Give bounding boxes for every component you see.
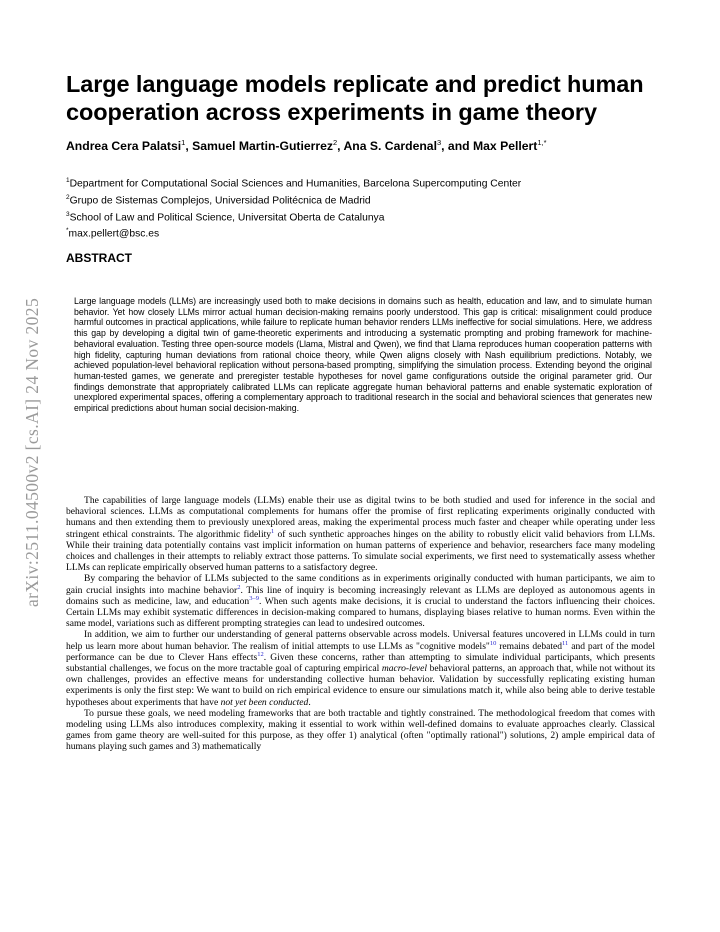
- affiliation-text: School of Law and Political Science, Universitat Oberta de Catalunya: [69, 212, 385, 224]
- body-paragraph: [66, 573, 655, 629]
- text-run: . When such agents make decisions, it is crucial to understand the factors influencing their choices. Certain LLMs may exhibit systematic differences in decision-making compared to humans, displaying biases relative to human norms. Even within the same model, variations such as different prompting strategies can lead to undesired outcomes.: [66, 595, 655, 630]
- affiliation-list: [66, 174, 666, 241]
- author-affiliation-marker: 2: [333, 138, 338, 147]
- affiliation-marker: 3: [66, 210, 70, 218]
- affiliation-marker: 2: [66, 193, 70, 201]
- author-separator: ,: [185, 139, 193, 154]
- text-run: The capabilities of large language models (LLMs) enable their use as digital twins to be both studied and used for inference in the social and behavioral sciences. LLMs as computational complements for humans offer the promise of first replicating experiments originally conducted with humans and then extending them to previously unexplored areas, making the experimental process much faster and cheaper while operating under less stringent ethical constraints. The algorithmic fidelity: [66, 495, 655, 540]
- affiliation-item: [66, 174, 666, 191]
- author-affiliation-marker: 1,*: [537, 138, 547, 147]
- author-affiliation-marker: 1: [181, 138, 186, 147]
- citation-link[interactable]: 12: [257, 650, 264, 658]
- text-run: By comparing the behavior of LLMs subjected to the same conditions as in experiments originally conducted with human participants, we aim to gain crucial insights into machine behavior: [66, 573, 655, 596]
- author-affiliation-marker: 3: [436, 138, 442, 147]
- body-paragraph: [66, 708, 655, 753]
- citation-link[interactable]: 1: [271, 527, 275, 535]
- affiliation-marker: *: [66, 227, 69, 235]
- affiliation-text: Department for Computational Social Sciences and Humanities, Barcelona Supercomputing Center: [69, 178, 522, 190]
- text-run: behavioral patterns, an approach that, while not without its own challenges, provides an effective means for understanding collective human behavior. Validation by successfully replicating existing human experiments is only the first step: We want to build on rich empirical evidence to ensure our simulations match it, while also being able to derive testable hypotheses about experiments that have: [66, 663, 655, 708]
- text-run: To pursue these goals, we need modeling frameworks that are both tractable and tightly constrained. The methodological freedom that comes with modeling using LLMs also introduces complexity, making it essential to work within well-defined domains to evaluate approaches clearly. Classical games from game theory are well-suited for this purpose, as they offer 1) analytical (often "optimally rational") solutions, 2) ample empirical data of humans playing such games and 3) mathematically: [66, 707, 655, 753]
- body-text: [66, 495, 655, 753]
- author-name: Andrea Cera Palatsi: [66, 139, 182, 154]
- affiliation-item: [66, 208, 666, 225]
- text-run: In addition, we aim to further our understanding of general patterns observable across models. Universal features uncovered in LLMs could in turn help us learn more about human behavior. The realism of initial attempts to use LLMs as "cognitive models": [66, 629, 655, 652]
- citation-link[interactable]: 2: [237, 583, 241, 591]
- text-run: of such synthetic approaches hinges on the ability to robustly elicit valid behaviors from LLMs. While their training data potentially contains vast implicit information on human patterns of experience and behavior, researchers face many modeling choices and challenges in their attempts to reliably extract those patterns. To simulate social experiments, we first need to systematically assess whether LLMs can replicate empirically observed human patterns to a satisfactory degree.: [66, 528, 655, 574]
- citation-link[interactable]: 10: [489, 639, 497, 647]
- author-list: [66, 138, 666, 153]
- body-paragraph: [66, 495, 655, 573]
- author-name: Samuel Martin-Gutierrez: [192, 139, 333, 154]
- author-separator: ,: [337, 139, 344, 154]
- author-separator: , and: [441, 139, 473, 154]
- citation-link[interactable]: 3–9: [249, 594, 259, 602]
- arxiv-identifier[interactable]: arXiv:2511.04500v2 [cs.AI] 24 Nov 2025: [22, 297, 42, 607]
- author-name: Max Pellert: [472, 139, 538, 154]
- emphasis-text: macro-level: [381, 663, 428, 675]
- email-text[interactable]: max.pellert@bsc.es: [68, 228, 160, 240]
- citation-link[interactable]: 11: [562, 639, 569, 647]
- emphasis-text: not yet been conducted: [220, 696, 309, 708]
- corresponding-email[interactable]: [66, 224, 666, 241]
- author-name: Ana S. Cardenal: [343, 139, 437, 154]
- affiliation-marker: 1: [66, 177, 70, 184]
- abstract-text: Large language models (LLMs) are increasingly used both to make decisions in domains such as health, education and law, and to simulate human behavior. Yet how closely LLMs mirror actual human decision-making remains poorly understood. This gap is critical: misalignment could produce harmful outcomes in practical applications, while failure to replicate human behavior renders LLMs ineffective for social simulations. Here, we address this gap by developing a digital twin of game-theoretic experiments and introducing a systematic prompting and probing framework for machine-behavioral evaluation. Testing three open-source models (Llama, Mistral and Qwen), we find that Llama reproduces human cooperation patterns with high fidelity, capturing human deviations from rational choice theory, while Qwen aligns closely with Nash equilibrium predictions. Notably, we achieved population-level behavioral replication without persona-based prompting, simplifying the simulation process. Extending beyond the original human-tested games, we generate and preregister testable hypotheses for novel game configurations outside the original parameter grid. Our findings demonstrate that appropriately calibrated LLMs can replicate aggregate human behavioral patterns and enable systematic exploration of unexplored experimental spaces, offering a complementary approach to traditional research in the social and behavioral sciences that generates new empirical predictions about human social decision-making.: [74, 296, 652, 414]
- text-run: .: [308, 696, 311, 708]
- text-run: . Given these concerns, rather than attempting to simulate individual participants, which presents substantial challenges, we focus on the more tractable goal of capturing empirical: [66, 651, 656, 675]
- abstract-heading: ABSTRACT: [66, 251, 132, 265]
- text-run: and part of the model performance can be due to Clever Hans effects: [66, 640, 655, 663]
- affiliation-item: [66, 191, 666, 208]
- affiliation-text: Grupo de Sistemas Complejos, Universidad Politécnica de Madrid: [69, 195, 371, 207]
- text-run: remains debated: [496, 640, 563, 652]
- paper-title: Large language models replicate and predict human cooperation across experiments in game theory: [66, 71, 644, 125]
- text-run: . This line of inquiry is becoming increasingly relevant as LLMs are deployed as autonomous agents in domains such as medicine, law, and education: [66, 584, 655, 607]
- body-paragraph: [66, 629, 655, 707]
